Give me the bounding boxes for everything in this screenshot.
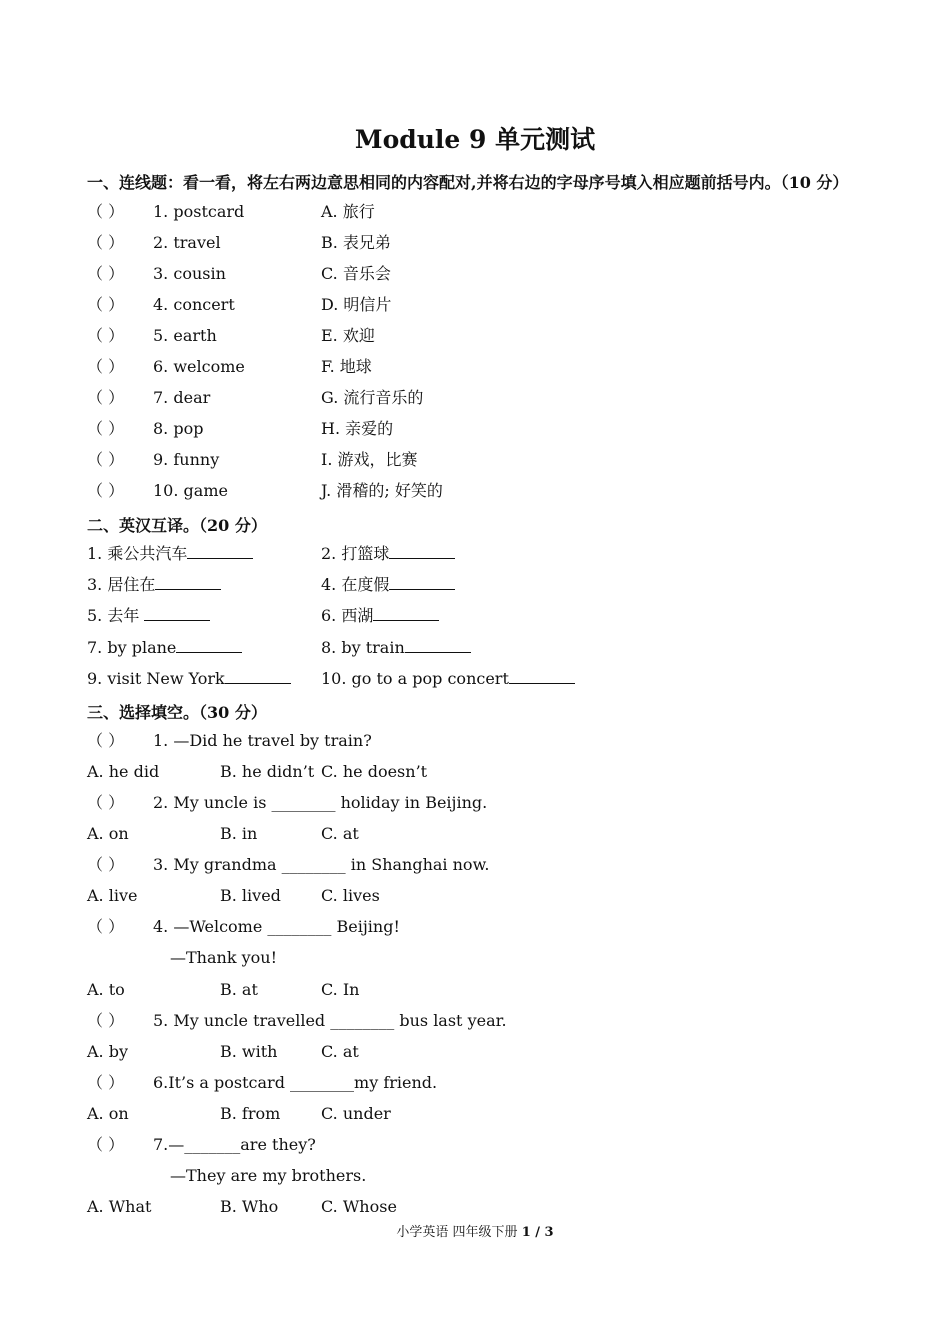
answer-bracket[interactable]: （ ） bbox=[87, 793, 125, 812]
section1-heading: 一、连线题：看一看，将左右两边意思相同的内容配对,并将右边的字母序号填入相应题前括号内。（10 分） bbox=[87, 173, 849, 192]
match-row bbox=[87, 417, 907, 441]
match-meaning: D. 明信片 bbox=[321, 295, 392, 314]
match-row bbox=[87, 448, 907, 472]
answer-blank[interactable] bbox=[144, 605, 210, 621]
match-word: 5. earth bbox=[153, 326, 217, 345]
options-row bbox=[87, 1040, 907, 1064]
answer-bracket[interactable]: （ ） bbox=[87, 233, 125, 252]
translation-item: 9. visit New York bbox=[87, 667, 291, 691]
translation-item: 5. 去年 bbox=[87, 604, 210, 628]
option-c[interactable]: C. at bbox=[321, 824, 359, 843]
question-row bbox=[87, 1071, 907, 1095]
page-footer bbox=[0, 1224, 950, 1242]
match-meaning: C. 音乐会 bbox=[321, 264, 391, 283]
match-word: 9. funny bbox=[153, 450, 220, 469]
answer-bracket[interactable]: （ ） bbox=[87, 419, 125, 438]
match-word: 2. travel bbox=[153, 233, 221, 252]
translation-item: 3. 居住在 bbox=[87, 573, 221, 597]
match-meaning: H. 亲爱的 bbox=[321, 419, 394, 438]
answer-bracket[interactable]: （ ） bbox=[87, 855, 125, 874]
question-text: 6.It’s a postcard ________my friend. bbox=[153, 1073, 438, 1092]
option-c[interactable]: C. under bbox=[321, 1104, 391, 1123]
match-word: 1. postcard bbox=[153, 202, 245, 221]
answer-bracket[interactable]: （ ） bbox=[87, 295, 125, 314]
match-meaning: I. 游戏，比赛 bbox=[321, 450, 418, 469]
match-row bbox=[87, 324, 907, 348]
answer-blank[interactable] bbox=[509, 668, 575, 684]
question-text: 4. —Welcome ________ Beijing! bbox=[153, 917, 400, 936]
option-c[interactable]: C. Whose bbox=[321, 1197, 397, 1216]
answer-blank[interactable] bbox=[225, 668, 291, 684]
answer-blank[interactable] bbox=[389, 543, 455, 559]
answer-bracket[interactable]: （ ） bbox=[87, 357, 125, 376]
options-row bbox=[87, 1102, 907, 1126]
option-c[interactable]: C. lives bbox=[321, 886, 380, 905]
match-row bbox=[87, 386, 907, 410]
translation-item: 1. 乘公共汽车 bbox=[87, 542, 253, 566]
match-meaning: A. 旅行 bbox=[321, 202, 375, 221]
question-reply: —Thank you! bbox=[170, 948, 278, 967]
section2-heading: 二、英汉互译。（20 分） bbox=[87, 516, 267, 535]
option-b[interactable]: B. in bbox=[220, 824, 258, 843]
answer-bracket[interactable]: （ ） bbox=[87, 202, 125, 221]
translation-item: 2. 打篮球 bbox=[321, 542, 455, 566]
footer-text: 小学英语 四年级下册 bbox=[396, 1225, 522, 1240]
option-b[interactable]: B. at bbox=[220, 980, 258, 999]
question-text: 5. My uncle travelled ________ bus last year. bbox=[153, 1011, 507, 1030]
translation-item: 10. go to a pop concert bbox=[321, 667, 575, 691]
translation-row bbox=[87, 604, 907, 628]
match-word: 4. concert bbox=[153, 295, 235, 314]
options-row bbox=[87, 978, 907, 1002]
question-row bbox=[87, 791, 907, 815]
option-c[interactable]: C. at bbox=[321, 1042, 359, 1061]
options-row bbox=[87, 760, 907, 784]
translation-row bbox=[87, 542, 907, 566]
question-text: 7.—_______are they? bbox=[153, 1135, 316, 1154]
option-b[interactable]: B. Who bbox=[220, 1197, 279, 1216]
answer-blank[interactable] bbox=[187, 543, 253, 559]
option-a[interactable]: A. to bbox=[87, 980, 125, 999]
match-word: 3. cousin bbox=[153, 264, 226, 283]
translation-row bbox=[87, 573, 907, 597]
match-word: 8. pop bbox=[153, 419, 204, 438]
match-word: 7. dear bbox=[153, 388, 211, 407]
question-text: 3. My grandma ________ in Shanghai now. bbox=[153, 855, 490, 874]
question-row bbox=[87, 1009, 907, 1033]
options-row bbox=[87, 822, 907, 846]
page-number: 1 / 3 bbox=[521, 1225, 554, 1240]
answer-bracket[interactable]: （ ） bbox=[87, 917, 125, 936]
question-reply: —They are my brothers. bbox=[170, 1166, 367, 1185]
option-c[interactable]: C. he doesn’t bbox=[321, 762, 428, 781]
option-a[interactable]: A. live bbox=[87, 886, 138, 905]
answer-blank[interactable] bbox=[389, 574, 455, 590]
question-row bbox=[87, 1133, 907, 1157]
answer-bracket[interactable]: （ ） bbox=[87, 1011, 125, 1030]
answer-bracket[interactable]: （ ） bbox=[87, 326, 125, 345]
option-b[interactable]: B. he didn’t bbox=[220, 762, 315, 781]
question-continuation bbox=[87, 946, 907, 970]
question-row bbox=[87, 853, 907, 877]
option-b[interactable]: B. with bbox=[220, 1042, 278, 1061]
match-row bbox=[87, 200, 907, 224]
translation-item: 8. by train bbox=[321, 636, 471, 660]
answer-blank[interactable] bbox=[405, 637, 471, 653]
translation-item: 4. 在度假 bbox=[321, 573, 455, 597]
answer-bracket[interactable]: （ ） bbox=[87, 731, 125, 750]
option-a[interactable]: A. What bbox=[87, 1197, 152, 1216]
option-a[interactable]: A. on bbox=[87, 1104, 129, 1123]
answer-bracket[interactable]: （ ） bbox=[87, 264, 125, 283]
match-row bbox=[87, 262, 907, 286]
translation-row bbox=[87, 667, 907, 691]
match-meaning: B. 表兄弟 bbox=[321, 233, 391, 252]
translation-item: 6. 西湖 bbox=[321, 604, 439, 628]
match-row bbox=[87, 355, 907, 379]
answer-bracket[interactable]: （ ） bbox=[87, 450, 125, 469]
answer-blank[interactable] bbox=[155, 574, 221, 590]
question-text: 1. —Did he travel by train? bbox=[153, 731, 372, 750]
option-b[interactable]: B. lived bbox=[220, 886, 281, 905]
answer-bracket[interactable]: （ ） bbox=[87, 1073, 125, 1092]
options-row bbox=[87, 884, 907, 908]
question-text: 2. My uncle is ________ holiday in Beijing. bbox=[153, 793, 488, 812]
translation-row bbox=[87, 636, 907, 660]
match-word: 6. welcome bbox=[153, 357, 245, 376]
match-meaning: F. 地球 bbox=[321, 357, 372, 376]
match-meaning: E. 欢迎 bbox=[321, 326, 375, 345]
match-row bbox=[87, 293, 907, 317]
match-word: 10. game bbox=[153, 481, 228, 500]
match-meaning: G. 流行音乐的 bbox=[321, 388, 424, 407]
answer-blank[interactable] bbox=[373, 605, 439, 621]
match-row bbox=[87, 479, 907, 503]
option-b[interactable]: B. from bbox=[220, 1104, 281, 1123]
translation-item: 7. by plane bbox=[87, 636, 242, 660]
option-a[interactable]: A. by bbox=[87, 1042, 129, 1061]
answer-bracket[interactable]: （ ） bbox=[87, 481, 125, 500]
option-a[interactable]: A. on bbox=[87, 824, 129, 843]
answer-blank[interactable] bbox=[176, 637, 242, 653]
answer-bracket[interactable]: （ ） bbox=[87, 388, 125, 407]
option-c[interactable]: C. In bbox=[321, 980, 360, 999]
question-row bbox=[87, 915, 907, 939]
match-meaning: J. 滑稽的; 好笑的 bbox=[321, 481, 443, 500]
page-title: Module 9 单元测试 bbox=[354, 125, 596, 154]
options-row bbox=[87, 1195, 907, 1219]
question-continuation bbox=[87, 1164, 907, 1188]
question-row bbox=[87, 729, 907, 753]
option-a[interactable]: A. he did bbox=[87, 762, 160, 781]
section3-heading: 三、选择填空。（30 分） bbox=[87, 703, 267, 722]
answer-bracket[interactable]: （ ） bbox=[87, 1135, 125, 1154]
match-row bbox=[87, 231, 907, 255]
